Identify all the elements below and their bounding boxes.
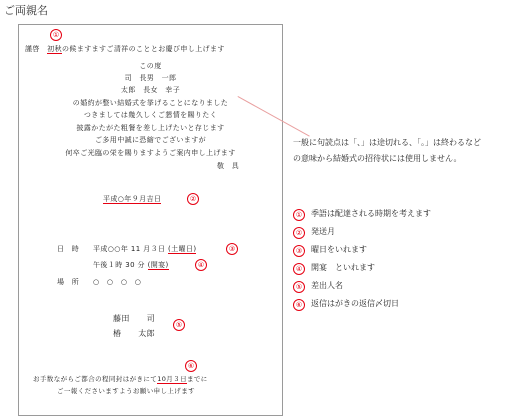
send-date: 平成○年９月吉日 (103, 195, 162, 203)
seasonal-word: 初秋 (47, 45, 63, 53)
greeting-rest: の候ますますご清祥のこととお慶び申し上げます (62, 45, 225, 53)
body-line-4: 太郎 長女 幸子 (120, 86, 181, 94)
footer-line-2: ご一報くださいますようお願い申し上げます (57, 387, 195, 395)
closing-word: 敬 具 (217, 162, 240, 170)
page-heading: ご両親名 (4, 4, 48, 17)
body-line-9: 何卒ご光臨の栄を賜りますようご案内申し上げます (65, 149, 236, 157)
punctuation-note-line-1: 一般に句読点は「、」は途切れる、「。」は終わるなど (293, 138, 481, 147)
body-line-7: 披露かたがた粗餐を差し上げたいと存じます (76, 124, 225, 132)
marker-3: ③ (226, 243, 238, 255)
sender-name-1: 藤田 司 (113, 314, 155, 323)
footer-line-1: お手数ながらご都合の程同封はがきにて10月３日までに (33, 375, 208, 383)
sender-name-2: 椿 太郎 (113, 329, 155, 338)
greeting-line (25, 45, 225, 54)
event-time: 午後１時 30 分 (開宴) (93, 261, 169, 269)
body-line-3: 司 長男 一郎 (124, 74, 177, 82)
punctuation-note-line-2: の意味から結婚式の招待状には使用しません。 (293, 154, 462, 163)
invitation-card (18, 24, 283, 416)
body-line-5: の婚約が整い結婚式を挙げることになりました (72, 99, 229, 107)
marker-1: ① (50, 29, 62, 41)
body-line-6: つきましては幾久しくご懇情を賜りたく (83, 111, 218, 119)
marker-6: ⑥ (185, 360, 197, 372)
marker-2: ② (187, 193, 199, 205)
marker-4: ④ (195, 259, 207, 271)
reply-deadline: 10月３日 (157, 375, 187, 383)
event-open: (開宴) (147, 261, 169, 269)
body-line-8: ご多用中誠に恐縮でございますが (95, 136, 206, 144)
event-date: 平成○○年 11 月３日 (土曜日) (93, 245, 197, 253)
marker-5: ⑤ (173, 319, 185, 331)
event-weekday: (土曜日) (168, 245, 197, 253)
time-label: 日 時 (57, 245, 80, 253)
body-line-2: この度 (139, 62, 162, 70)
place-label: 場 所 (57, 278, 80, 286)
greeting-prefix: 謹啓 (25, 45, 48, 53)
place-value: ○ ○ ○ ○ (93, 278, 142, 286)
